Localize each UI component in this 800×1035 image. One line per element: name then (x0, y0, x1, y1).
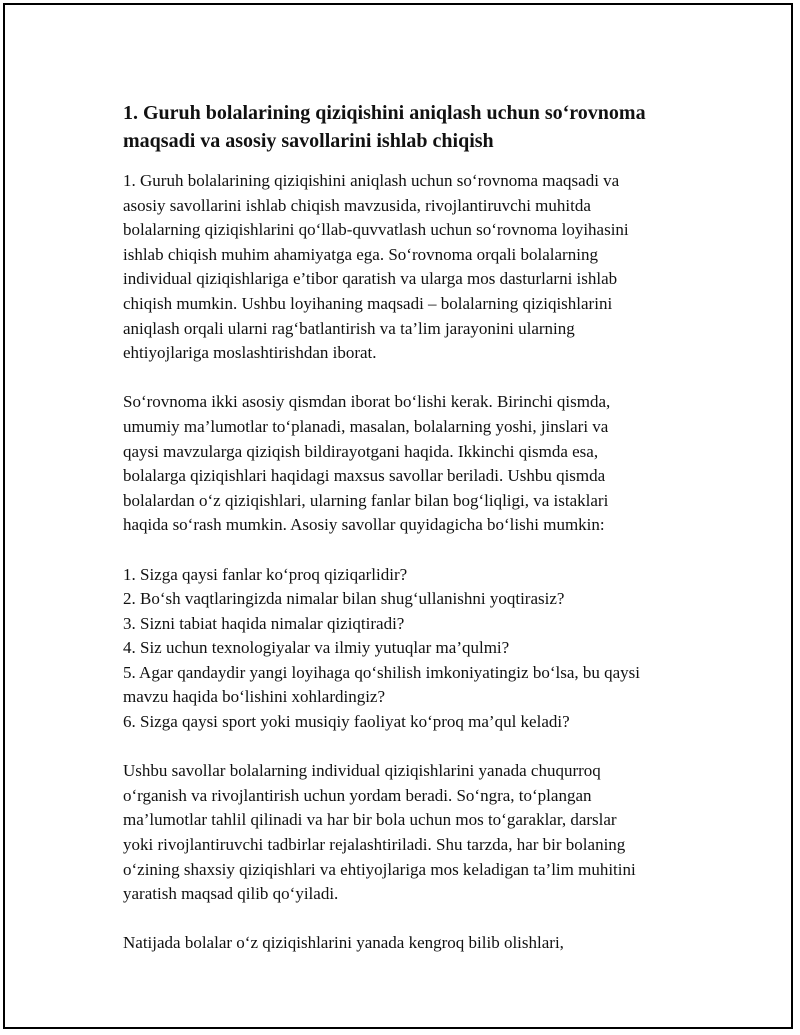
text-line: chiqish mumkin. Ushbu loyihaning maqsadi – bolalarning qiziqishlarini (123, 293, 613, 313)
text-line: 4. Siz uchun texnologiyalar va ilmiy yutuqlar ma’qulmi? (123, 638, 510, 658)
text-line: o‘rganish va rivojlantirish uchun yordam beradi. So‘ngra, to‘plangan (123, 785, 592, 805)
text-line: asosiy savollarini ishlab chiqish mavzusida, rivojlantiruvchi muhitda (123, 195, 591, 215)
text-line: 3. Sizni tabiat haqida nimalar qiziqtiradi? (123, 613, 405, 633)
text-line: haqida so‘rash mumkin. Asosiy savollar quyidagicha bo‘lishi mumkin: (123, 515, 605, 535)
list-item (123, 636, 693, 661)
text-line: Natijada bolalar o‘z qiziqishlarini yanada kengroq bilib olishlari, (123, 933, 564, 953)
text-line: Ushbu savollar bolalarning individual qiziqishlarini yanada chuqurroq (123, 761, 601, 781)
paragraph-intro (123, 169, 693, 366)
paragraph-purpose (123, 759, 693, 907)
text-line: ma’lumotlar tahlil qilinadi va har bir bola uchun mos to‘garaklar, darslar (123, 810, 617, 830)
document-body (123, 99, 693, 981)
list-item (123, 661, 693, 710)
text-line: umumiy ma’lumotlar to‘planadi, masalan, bolalarning yoshi, jinslari va (123, 416, 609, 436)
text-line: yoki rivojlantiruvchi tadbirlar rejalashtiriladi. Shu tarzda, har bir bolaning (123, 835, 626, 855)
text-line: 1. Sizga qaysi fanlar ko‘proq qiziqarlidir? (123, 564, 408, 584)
text-line: 6. Sizga qaysi sport yoki musiqiy faoliyat ko‘proq ma’qul keladi? (123, 712, 570, 732)
page-frame (3, 3, 793, 1029)
text-line: individual qiziqishlariga e’tibor qaratish va ularga mos dasturlarni ishlab (123, 269, 618, 289)
paragraph-result (123, 931, 693, 956)
text-line: bolalarga qiziqishlari haqidagi maxsus savollar beriladi. Ushbu qismda (123, 466, 606, 486)
text-line: aniqlash orqali ularni rag‘batlantirish va ta’lim jarayonini ularning (123, 318, 575, 338)
text-line: So‘rovnoma ikki asosiy qismdan iborat bo‘lishi kerak. Birinchi qismda, (123, 392, 611, 412)
text-line: ishlab chiqish muhim ahamiyatga ega. So‘rovnoma orqali bolalarning (123, 244, 598, 264)
text-line: 2. Bo‘sh vaqtlaringizda nimalar bilan shug‘ullanishni yoqtirasiz? (123, 589, 565, 609)
list-item (123, 587, 693, 612)
text-line: ehtiyojlariga moslashtirishdan iborat. (123, 343, 377, 363)
title-line: 1. Guruh bolalarining qiziqishini aniqlash uchun so‘rovnoma (123, 102, 646, 124)
text-line: 1. Guruh bolalarining qiziqishini aniqlash uchun so‘rovnoma maqsadi va (123, 171, 620, 190)
text-line: mavzu haqida bo‘lishini xohlardingiz? (123, 687, 386, 707)
text-line: yaratish maqsad qilib qo‘yiladi. (123, 884, 339, 904)
text-line: bolalarning qiziqishlarini qo‘llab-quvvatlash uchun so‘rovnoma loyihasini (123, 220, 629, 240)
text-line: o‘zining shaxsiy qiziqishlari va ehtiyojlariga mos keladigan ta’lim muhitini (123, 859, 636, 879)
list-item (123, 612, 693, 637)
paragraph-structure (123, 390, 693, 538)
questions-list (123, 563, 693, 735)
list-item (123, 710, 693, 735)
document-title (123, 99, 693, 155)
title-line: maqsadi va asosiy savollarini ishlab chiqish (123, 130, 494, 152)
text-line: qaysi mavzularga qiziqish bildirayotgani haqida. Ikkinchi qismda esa, (123, 441, 599, 461)
text-line: bolalardan o‘z qiziqishlari, ularning fanlar bilan bog‘liqligi, va istaklari (123, 490, 609, 510)
list-item (123, 563, 693, 588)
text-line: 5. Agar qandaydir yangi loyihaga qo‘shilish imkoniyatingiz bo‘lsa, bu qaysi (123, 662, 640, 682)
